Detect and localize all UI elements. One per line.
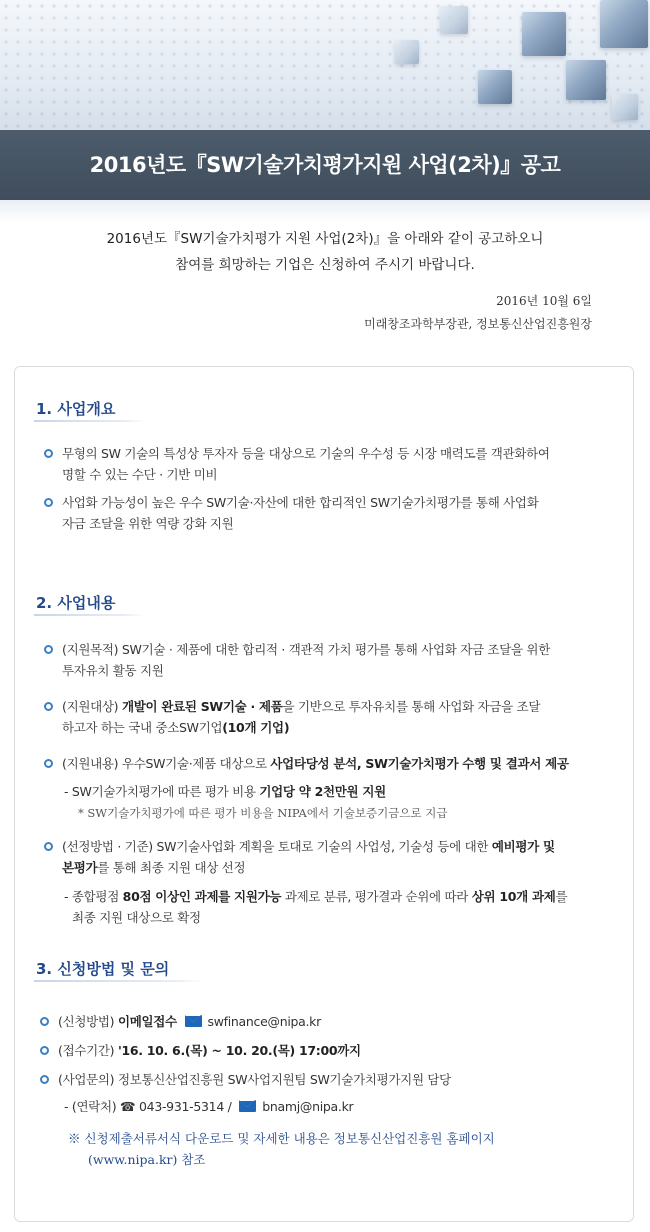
support-purpose-line: (지원목적) SW기술 · 제품에 대한 합리적 · 객관적 가치 평가를 통해 사업화 자금 조달을 위한 [62, 642, 550, 657]
bullet-icon [44, 645, 54, 655]
section-title-apply: 3. 신청방법 및 문의 [36, 960, 170, 978]
intro-line: 참여를 희망하는 기업은 신청하여 주시기 바랍니다. [175, 257, 475, 273]
support-target-line [62, 696, 602, 717]
text-run: - (연락처) [64, 1099, 121, 1114]
announcement-date: 2016년 10월 6일 [496, 294, 592, 308]
issuer-name: 미래창조과학부장관, 정보통신산업진흥원장 [364, 317, 592, 331]
support-purpose-line: 투자유치 활동 지원 [62, 663, 164, 678]
closing-note-line: ※ 신청제출서류서식 다운로드 및 자세한 내용은 정보통신산업진흥원 홈페이지 [68, 1131, 495, 1146]
apply-method [58, 1011, 598, 1032]
text-run: - 종합평점 [64, 889, 123, 904]
bullet-icon [44, 498, 54, 508]
intro-text [0, 226, 650, 278]
text-run: (선정방법 · 기준) SW기술사업화 계획을 토대로 기술의 사업성, 기술성 등에 대한 [62, 839, 492, 854]
phone-icon: ☎ [120, 1099, 136, 1114]
support-target [62, 696, 602, 738]
text-run: 하고자 하는 국내 중소SW기업 [62, 720, 223, 735]
banner-cube [440, 6, 468, 34]
text-run-bold: 예비평가 및 [491, 839, 555, 854]
text-run: (지원대상) [62, 699, 122, 714]
banner-cube [600, 0, 648, 48]
overview-item-line: 사업화 가능성이 높은 우수 SW기술·자산에 대한 합리적인 SW기술가치평가를 통해 사업화 [62, 495, 539, 510]
inquiry [58, 1069, 598, 1090]
text-run: 을 기반으로 투자유치를 통해 사업화 자금을 조달 [282, 699, 541, 714]
selection-method-line [62, 857, 602, 878]
overview-item-line: 무형의 SW 기술의 특성상 투자자 등을 대상으로 기술의 우수성 등 시장 매력도를 객관화하여 [62, 446, 550, 461]
bullet-icon [44, 449, 54, 459]
text-run-bold: '16. 10. 6.(목) ~ 10. 20.(목) 17:00까지 [117, 1043, 361, 1058]
bullet-icon [40, 1046, 50, 1056]
text-run-bold: 이메일접수 [117, 1014, 177, 1029]
contact-email-link[interactable]: bnamj@nipa.kr [262, 1099, 354, 1114]
bullet-icon [40, 1075, 50, 1085]
overview-item [62, 443, 602, 485]
page-title: 2016년도『SW기술가치평가지원 사업(2차)』공고 [89, 153, 561, 177]
text-run: (지원내용) 우수SW기술·제품 대상으로 [62, 756, 271, 771]
section-underline [34, 420, 146, 422]
contact-info [64, 1096, 604, 1117]
text-run-bold: 본평가 [62, 860, 98, 875]
banner-cube [522, 12, 566, 56]
banner-cube [478, 70, 512, 104]
text-run: (신청방법) [58, 1014, 118, 1029]
overview-item [62, 492, 602, 534]
issuer-block [364, 290, 592, 336]
support-content-sub [64, 781, 604, 802]
section-underline [34, 614, 146, 616]
apply-period [58, 1040, 598, 1061]
text-run: (접수기간) [58, 1043, 118, 1058]
support-purpose [62, 639, 602, 681]
intro-line: 2016년도『SW기술가치평가 지원 사업(2차)』을 아래와 같이 공고하오니 [106, 231, 544, 247]
section-title-overview: 1. 사업개요 [36, 400, 116, 418]
section-title-content: 2. 사업내용 [36, 594, 116, 612]
support-content [62, 753, 602, 774]
bullet-icon [40, 1017, 50, 1027]
selection-method [62, 836, 602, 878]
closing-note [68, 1128, 588, 1170]
selection-method-sub-line [64, 886, 604, 907]
bullet-icon [44, 759, 54, 769]
text-run: 과제로 분류, 평가결과 순위에 따라 [281, 889, 472, 904]
text-run-bold: 80점 이상인 과제를 지원가능 [122, 889, 282, 904]
contact-phone: 043-931-5314 / [139, 1099, 232, 1114]
text-run-bold: 사업타당성 분석, SW기술가치평가 수행 및 결과서 제공 [270, 756, 569, 771]
header-banner [0, 0, 650, 130]
banner-cube [612, 94, 638, 120]
selection-method-sub-line: 최종 지원 대상으로 확정 [72, 910, 201, 925]
bullet-icon [44, 842, 54, 852]
mail-icon [185, 1015, 202, 1027]
support-content-note: * SW기술가치평가에 따른 평가 비용을 NIPA에서 기술보증기금으로 지급 [78, 806, 448, 820]
text-run-bold: 개발이 완료된 SW기술 · 제품 [121, 699, 283, 714]
support-target-line [62, 717, 602, 738]
text-run-bold: 기업당 약 2천만원 지원 [259, 784, 386, 799]
selection-method-sub [64, 886, 604, 928]
homepage-link[interactable]: (www.nipa.kr) 참조 [88, 1152, 206, 1167]
mail-icon [239, 1100, 256, 1112]
overview-item-line: 자금 조달을 위한 역량 강화 지원 [62, 516, 234, 531]
text-run: 를 통해 최종 지원 대상 선정 [97, 860, 246, 875]
banner-bottom-fade [0, 200, 650, 222]
text-run: (사업문의) [58, 1072, 118, 1087]
apply-email-link[interactable]: swfinance@nipa.kr [207, 1014, 321, 1029]
overview-item-line: 명할 수 있는 수단 · 기반 미비 [62, 467, 218, 482]
bullet-icon [44, 702, 54, 712]
section-underline [34, 980, 206, 982]
selection-method-line [62, 836, 602, 857]
text-run: - SW기술가치평가에 따른 평가 비용 [64, 784, 260, 799]
banner-cube [395, 40, 419, 64]
text-run: 정보통신산업진흥원 SW사업지원팀 SW기술가치평가지원 담당 [117, 1072, 451, 1087]
text-run: 를 [555, 889, 568, 904]
text-run-bold: 상위 10개 과제 [471, 889, 556, 904]
text-run-bold: (10개 기업) [222, 720, 290, 735]
banner-cube [566, 60, 606, 100]
